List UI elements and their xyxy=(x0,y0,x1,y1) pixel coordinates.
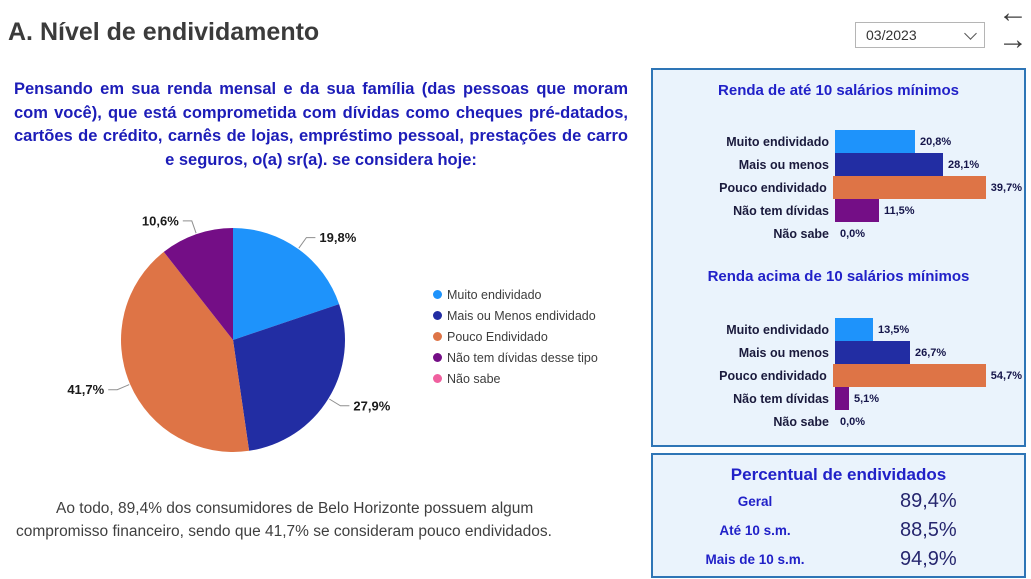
period-dropdown-value: 03/2023 xyxy=(866,27,917,43)
bar-muito-endividado[interactable] xyxy=(835,318,873,341)
summary-text: Ao todo, 89,4% dos consumidores de Belo Horizonte possuem algum compromisso financeiro, sendo que 41,7% se consideram pouco endividados. xyxy=(16,500,552,540)
bar-value-label: 11,5% xyxy=(884,204,915,217)
bar-category-label: Muito endividado xyxy=(726,134,829,149)
bar-row-mais-ou-menos xyxy=(655,341,1022,364)
bar-category-label: Não tem dívidas xyxy=(733,391,829,406)
bar-track xyxy=(835,341,1022,364)
legend-dot-icon xyxy=(433,290,442,299)
bar-chart-lower xyxy=(655,318,1022,433)
legend-label: Não sabe xyxy=(447,371,501,386)
bar-chart-title-lower: Renda acima de 10 salários mínimos xyxy=(707,268,970,285)
bar-row-nao-tem-dividas xyxy=(655,387,1022,410)
bar-row-mais-ou-menos xyxy=(655,153,1022,176)
pie-value-label: 27,9% xyxy=(353,398,391,414)
bar-value-label: 13,5% xyxy=(878,323,910,336)
legend-label: Muito endividado xyxy=(447,287,542,302)
bar-track xyxy=(833,364,1022,387)
income-bars-panel xyxy=(651,68,1026,447)
pie-chart xyxy=(8,196,448,474)
percent-row-value: 94,9% xyxy=(900,548,957,570)
legend-item-nao-tem-dividas-desse-tipo[interactable] xyxy=(433,347,598,368)
bar-value-label: 0,0% xyxy=(840,227,866,240)
percent-table xyxy=(653,487,1024,574)
bar-row-pouco-endividado xyxy=(655,176,1022,199)
bar-row-pouco-endividado xyxy=(655,364,1022,387)
page-title: A. Nível de endividamento xyxy=(8,18,320,46)
bar-row-muito-endividado xyxy=(655,318,1022,341)
bar-nao-tem-dividas[interactable] xyxy=(835,387,849,410)
bar-track xyxy=(835,130,1022,153)
bar-muito-endividado[interactable] xyxy=(835,130,915,153)
next-page-arrow-icon[interactable]: → xyxy=(998,23,1028,56)
pie-value-label: 19,8% xyxy=(319,230,357,246)
bar-category-label: Mais ou menos xyxy=(738,157,829,172)
legend-dot-icon xyxy=(433,353,442,362)
bar-value-label: 54,7% xyxy=(990,369,1022,382)
bar-pouco-endividado[interactable] xyxy=(833,176,986,199)
legend-label: Não tem dívidas desse tipo xyxy=(447,350,598,365)
pie-value-label: 41,7% xyxy=(67,382,105,398)
bar-mais-ou-menos[interactable] xyxy=(835,153,943,176)
bar-category-label: Pouco endividado xyxy=(719,368,827,383)
percent-row-mais-de-10-s-m xyxy=(653,545,1024,574)
legend-label: Mais ou Menos endividado xyxy=(447,308,596,323)
bar-chart-title-upper: Renda de até 10 salários mínimos xyxy=(718,82,959,99)
bar-chart-upper xyxy=(655,130,1022,245)
bar-track xyxy=(835,387,1022,410)
percent-row-label: Até 10 s.m. xyxy=(719,523,791,538)
bar-category-label: Não sabe xyxy=(773,226,829,241)
period-dropdown[interactable] xyxy=(855,22,985,48)
question-text: Pensando em sua renda mensal e da sua família (das pessoas que moram com você), que está comprometida com dívidas como cheques pré-datados, cartões de crédito, carnês de lojas, empréstimo pessoal, prestações de carro e seguros, o(a) sr(a). se considera hoje: xyxy=(14,80,628,169)
legend-dot-icon xyxy=(433,332,442,341)
bar-value-label: 0,0% xyxy=(840,415,866,428)
bar-category-label: Mais ou menos xyxy=(738,345,829,360)
bar-row-muito-endividado xyxy=(655,130,1022,153)
bar-value-label: 20,8% xyxy=(920,135,952,148)
percent-row-label: Geral xyxy=(737,494,773,509)
percent-row-label: Mais de 10 s.m. xyxy=(705,552,805,567)
pie-label-line xyxy=(108,385,129,390)
pie-value-label: 10,6% xyxy=(141,213,179,229)
legend-item-mais-ou-menos-endividado[interactable] xyxy=(433,305,598,326)
legend-item-muito-endividado[interactable] xyxy=(433,284,598,305)
bar-track xyxy=(835,153,1022,176)
bar-value-label: 5,1% xyxy=(854,392,880,405)
legend-item-nao-sabe[interactable] xyxy=(433,368,598,389)
bar-track xyxy=(835,318,1022,341)
percent-panel-title: Percentual de endividados xyxy=(730,465,947,484)
pie-label-line xyxy=(299,238,316,249)
pie-label-line xyxy=(183,221,196,233)
bar-category-label: Não tem dívidas xyxy=(733,203,829,218)
percent-row-value: 89,4% xyxy=(900,490,957,512)
bar-value-label: 39,7% xyxy=(990,181,1022,194)
percent-row-ate-10-s-m xyxy=(653,516,1024,545)
legend-dot-icon xyxy=(433,311,442,320)
bar-track xyxy=(833,176,1022,199)
bar-category-label: Muito endividado xyxy=(726,322,829,337)
legend-item-pouco-endividado[interactable] xyxy=(433,326,598,347)
percent-row-geral xyxy=(653,487,1024,516)
bar-nao-tem-dividas[interactable] xyxy=(835,199,879,222)
percent-panel xyxy=(651,453,1026,578)
bar-category-label: Pouco endividado xyxy=(719,180,827,195)
pie-label-line xyxy=(329,399,349,406)
bar-track xyxy=(835,199,1022,222)
bar-row-nao-sabe xyxy=(655,222,1022,245)
bar-value-label: 26,7% xyxy=(915,346,947,359)
bar-value-label: 28,1% xyxy=(948,158,980,171)
prev-page-arrow-icon[interactable]: ← xyxy=(998,0,1028,29)
bar-mais-ou-menos[interactable] xyxy=(835,341,910,364)
bar-category-label: Não sabe xyxy=(773,414,829,429)
chevron-down-icon xyxy=(964,27,977,40)
bar-row-nao-tem-dividas xyxy=(655,199,1022,222)
legend-dot-icon xyxy=(433,374,442,383)
bar-row-nao-sabe xyxy=(655,410,1022,433)
legend-label: Pouco Endividado xyxy=(447,329,548,344)
bar-track xyxy=(835,410,1022,433)
bar-pouco-endividado[interactable] xyxy=(833,364,986,387)
bar-track xyxy=(835,222,1022,245)
percent-row-value: 88,5% xyxy=(900,519,957,541)
pie-legend xyxy=(433,284,598,389)
